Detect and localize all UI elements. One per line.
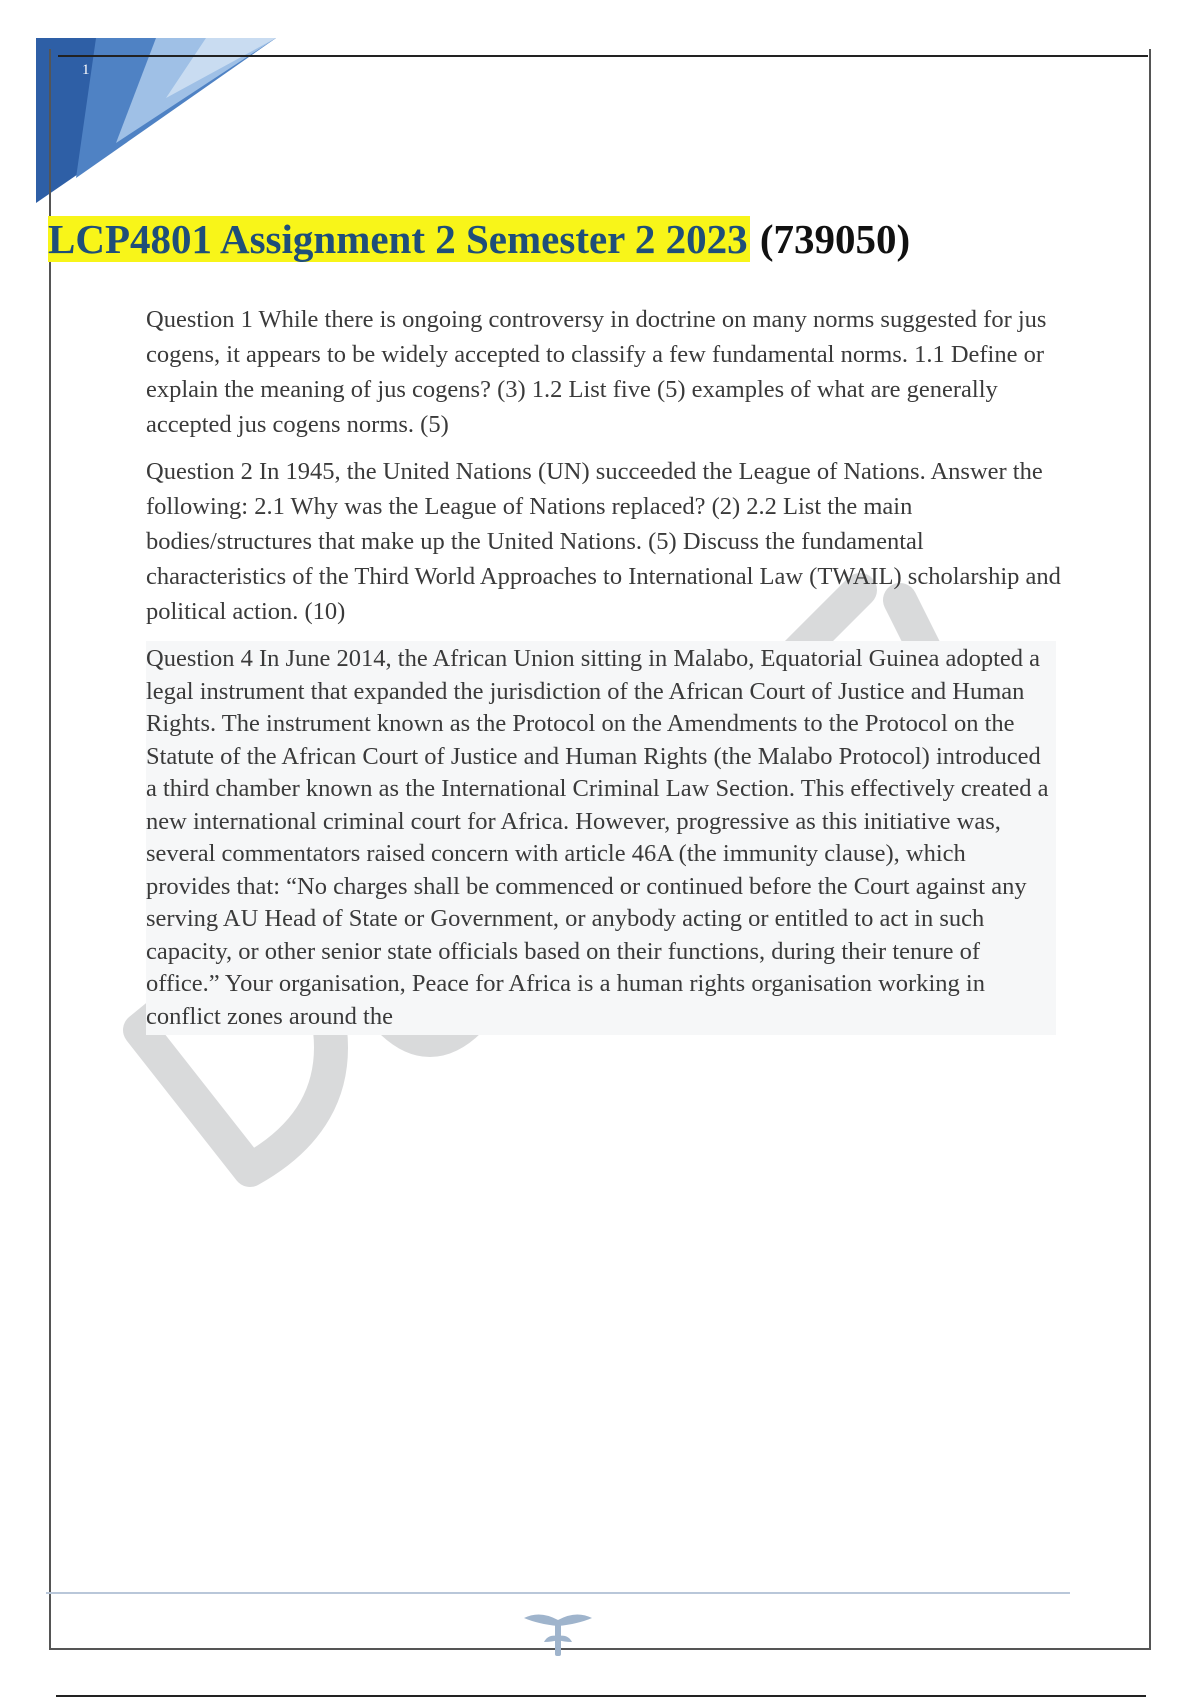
page-number: 1 (82, 62, 90, 78)
title-id-text: (739050) (759, 216, 911, 262)
bottom-rule (56, 1695, 1146, 1697)
title-highlighted-text: LCP4801 Assignment 2 Semester 2 2023 (48, 216, 748, 262)
question-4-paragraph: Question 4 In June 2014, the African Union sitting in Malabo, Equatorial Guinea adopted a legal instrument that expanded the jurisdiction of the African Court of Justice and Human Rights. The instrument known as the Protocol on the Amendments to the Protocol on the Statute of the African Court of Justice and Human Rights (the Malabo Protocol) introduced a third chamber known as the International Criminal Law Section. This effectively created a new international criminal court for Africa. However, progressive as this initiative was, several commentators raised concern with article 46A (the immunity clause), which provides that: “No charges shall be commenced or continued before the Court against any serving AU Head of State or Government, or anybody acting or entitled to act in such capacity, or other senior state officials based on their functions, during their tenure of office.” Your organisation, Peace for Africa is a human rights organisation working in conflict zones around the (146, 641, 1056, 1035)
questions-content (146, 302, 1061, 1047)
question-2-paragraph: Question 2 In 1945, the United Nations (UN) succeeded the League of Nations. Answer the following: 2.1 Why was the League of Nations replaced? (2) 2.2 List the main bodies/structures that make up the United Nations. (5) Discuss the fundamental characteristics of the Third World Approaches to International Law (TWAIL) scholarship and political action. (10) (146, 458, 1061, 625)
question-1-paragraph: Question 1 While there is ongoing controversy in doctrine on many norms suggested for jus cogens, it appears to be widely accepted to classify a few fundamental norms. 1.1 Define or explain the meaning of jus cogens? (3) 1.2 List five (5) examples of what are generally accepted jus cogens norms. (5) (146, 306, 1047, 438)
document-title (48, 212, 910, 266)
leaf-ornament-icon (520, 1610, 596, 1660)
footer-rule (46, 1592, 1070, 1594)
